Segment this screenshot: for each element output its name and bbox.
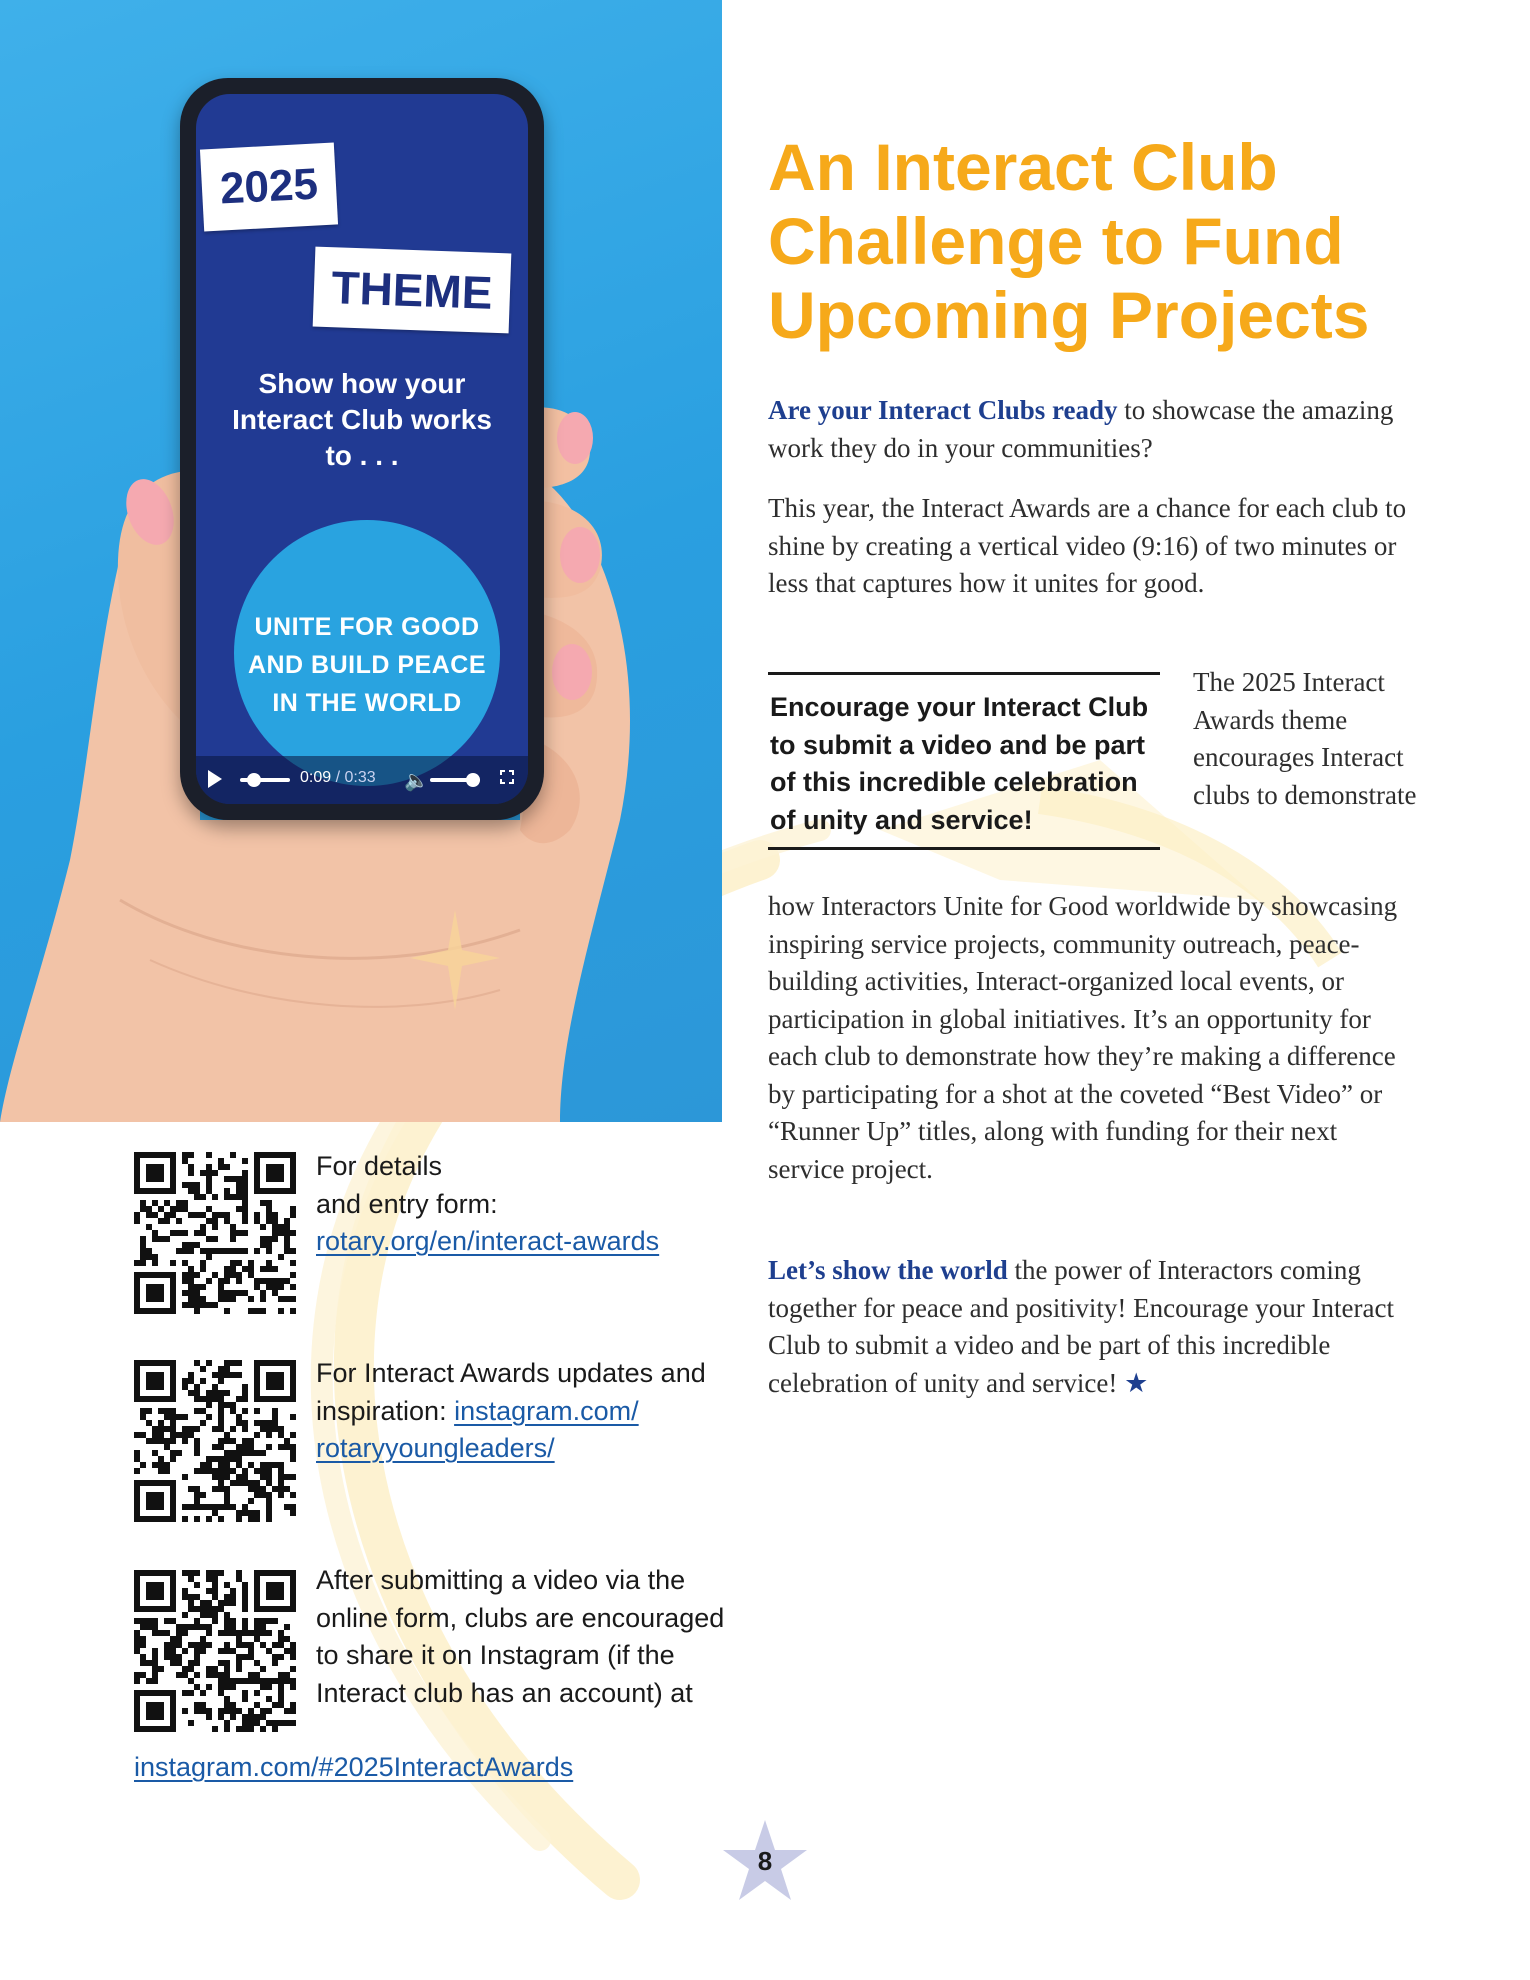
year-card: 2025 xyxy=(200,143,338,232)
qr-code-details[interactable] xyxy=(134,1152,296,1314)
volume-handle[interactable] xyxy=(466,773,480,787)
theme-paragraph: how Interactors Unite for Good worldwide by showcasing inspiring service projects, community outreach, peace-building activities, Interact-organized local events, or participation in global initiatives. It’s an opportunity for each club to demonstrate how they’re making a difference by participating for a shot at the coveted “Best Video” or “Runner Up” titles, along with funding for their next service project. xyxy=(768,891,1398,1184)
details-line1: For details xyxy=(316,1151,443,1181)
phone-body-text: Show how your Interact Club works to . . . xyxy=(232,368,492,471)
pull-quote xyxy=(768,672,1160,850)
intro-paragraph xyxy=(768,392,1418,467)
fullscreen-icon[interactable] xyxy=(500,770,514,784)
end-star-icon: ★ xyxy=(1124,1367,1149,1398)
qr-code-updates[interactable] xyxy=(134,1360,296,1522)
current-time: 0:09 xyxy=(300,769,332,786)
theme-card: THEME xyxy=(313,247,512,334)
theme-paragraph-side: The 2025 Interact Awards theme encourages Interact clubs to demonstrate xyxy=(1193,667,1417,810)
play-icon[interactable] xyxy=(208,770,222,788)
closing-paragraph xyxy=(768,1252,1418,1402)
updates-text xyxy=(316,1355,736,1468)
time-separator: / xyxy=(335,769,341,786)
player-time xyxy=(300,769,376,787)
instagram-link[interactable]: instagram.com/ xyxy=(454,1395,639,1426)
awards-paragraph: This year, the Interact Awards are a chance for each club to shine by creating a vertical video (9:16) of two minutes or less that captures how it unites for good. xyxy=(768,493,1407,598)
qr-code-share[interactable] xyxy=(134,1570,296,1732)
seek-handle[interactable] xyxy=(247,773,261,787)
closing-lead: Let’s show the world xyxy=(768,1255,1008,1285)
theme-circle-text: UNITE FOR GOOD AND BUILD PEACE IN THE WORLD xyxy=(247,613,487,717)
duration: 0:33 xyxy=(344,769,376,786)
hashtag-link[interactable]: instagram.com/#2025InteractAwards xyxy=(134,1752,574,1782)
video-player-controls xyxy=(196,756,528,804)
pull-quote-text: Encourage your Interact Club to submit a video and be part of this incredible celebration of unity and service! xyxy=(770,692,1149,835)
volume-icon[interactable]: 🔈 xyxy=(404,770,429,792)
intro-lead: Are your Interact Clubs ready xyxy=(768,395,1118,425)
interact-awards-link[interactable]: rotary.org/en/interact-awards xyxy=(316,1226,660,1256)
closing-rest: the power of Interactors coming together for peace and positivity! Encourage your Interact Club to submit a video and be part of this incredible celebration of unity and service! xyxy=(768,1255,1394,1398)
phone-screen xyxy=(196,94,528,804)
instagram-link-cont[interactable]: rotaryyoungleaders/ xyxy=(316,1433,555,1463)
share-text: After submitting a video via the online form, clubs are encouraged to share it on Instagram (if the Interact club has an account) at xyxy=(316,1565,725,1708)
details-text xyxy=(316,1148,716,1261)
updates-label: For Interact Awards updates and inspiration: xyxy=(316,1358,706,1426)
smartphone xyxy=(180,78,544,820)
theme-circle xyxy=(234,520,500,786)
details-line2: and entry form: xyxy=(316,1188,498,1219)
page-number: 8 xyxy=(757,1846,773,1876)
hero-photo xyxy=(0,0,722,1122)
headline: An Interact Club Challenge to Fund Upcoming Projects xyxy=(768,130,1370,352)
intro-rest: to showcase the amazing work they do in your communities? xyxy=(768,395,1394,463)
